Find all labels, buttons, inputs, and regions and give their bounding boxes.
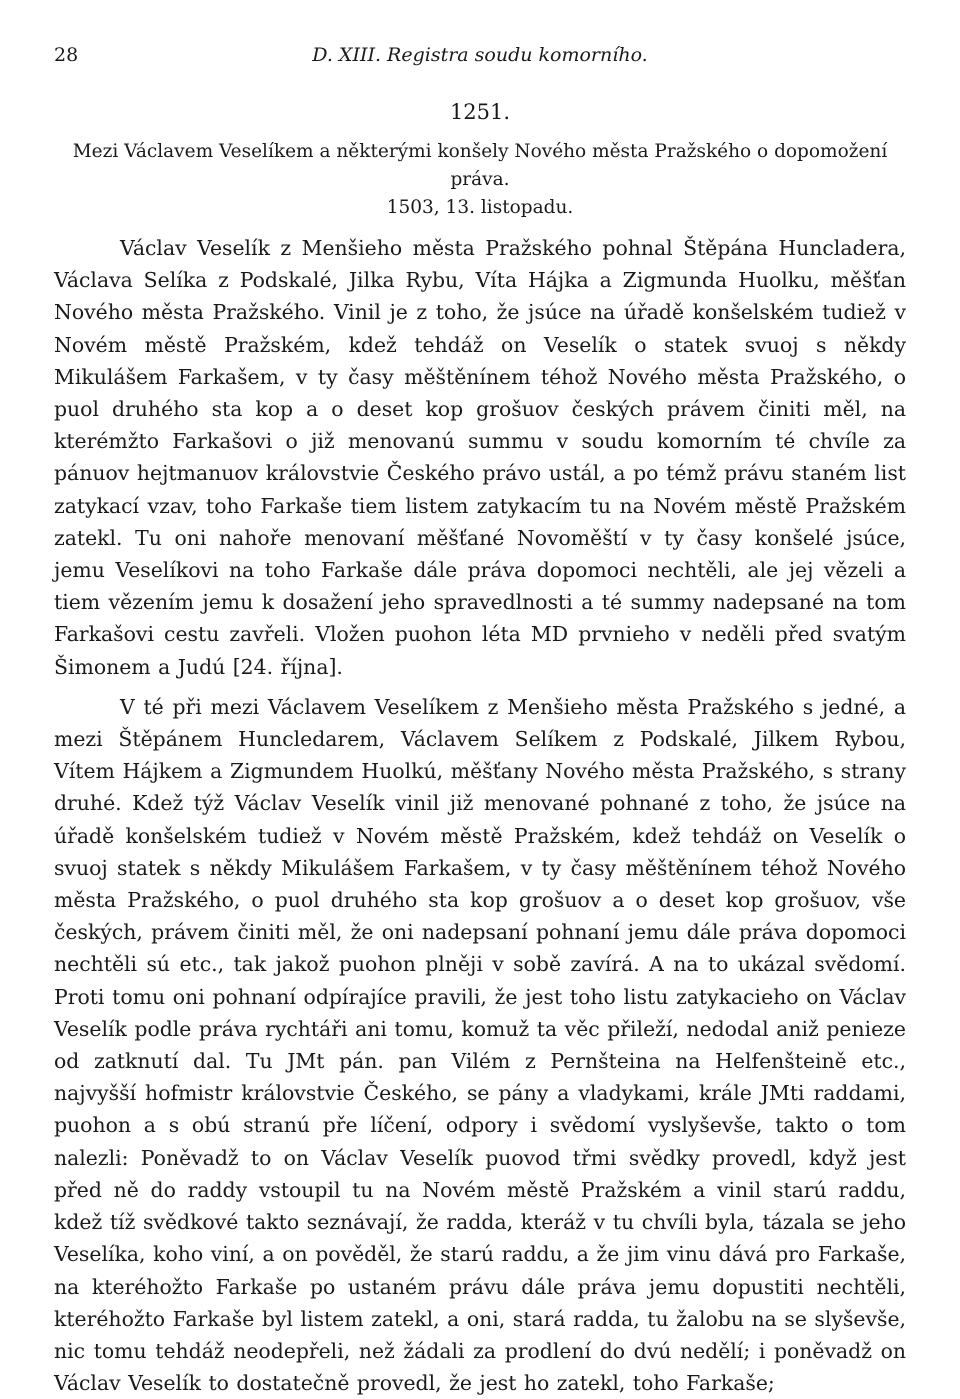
body-paragraph-2: V té při mezi Václavem Veselíkem z Menšieho města Pražského s jedné, a mezi Štěpánem Huncledarem, Václavem Selíkem z Podskalé, Jilkem Rybou, Vítem Hájkem a Zigmundem Huolkú, měšťany Nového města Pražského, s strany druhé. Kdež týž Václav Veselík vinil již menované pohnané z toho, že jsúce na úřadě konšelském tudiež v Novém městě Pražském, kdež tehdáž on Veselík o svuoj statek s někdy Mikulášem Farkašem, v ty časy měštěnínem téhož Nového města Pražského, o puol druhého sta kop grošuov a o deset kop grošuov, vše českých, právem činiti měl, že oni nadepsaní pohnaní jemu dále práva dopomoci nechtěli sú etc., tak jakož puohon plněji v sobě zavírá. A na to ukázal svědomí. Proti tomu oni pohnaní odpírajíce pravili, že jest toho listu zatykacieho on Václav Veselík podle práva rychtáři ani tomu, komuž ta věc přileží, nedodal aniž penieze od zatknutí dal. Tu JMt pán. pan Vilém z Pernšteina na Helfenšteině etc., najvyšší hofmistr královstvie Českého, se pány a vladykami, krále JMti raddami, puohon a s obú stranú pře líčení, odpory i svědomí vyslyševše, takto o tom nalezli: Poněvadž to on Václav Veselík puovod třmi svědky provedl, když jest před ně do raddy vstoupil tu na Novém městě Pražském a vinil starú raddu, kdež tíž svědkové takto seznávají, že radda, kteráž v tu chvíli byla, tázala se jeho Veselíka, koho viní, a on pověděl, že starú raddu, a že jim vinu dává pro Farkaše, na kteréhožto Farkaše po ustaném právu dále práva jemu dopustiti nechtěli, kteréhožto Farkaše byl listem zatekl, a oni, stará radda, tu žalobu na se slyševše, nic tomu tehdáž neodepřeli, než žádali za prodlení do dvú nedělí; i poněvadž on Václav Veselík to dostatečně provedl, že jest ho zatekl, toho Farkaše; [54,694,906,1396]
heading-title: Mezi Václavem Veselíkem a některými konšely Nového města Pražského o dopomožení práva. [72,141,888,190]
running-title: D. XIII. Registra soudu komorního. [312,44,648,66]
document-number: 1251. [449,100,511,124]
document-page [54,44,906,1399]
body-paragraph-1: Václav Veselík z Menšieho města Pražského pohnal Štěpána Huncladera, Václava Selíka z Podskalé, Jilka Rybu, Víta Hájka a Zigmunda Huolku, měšťan Nového města Pražského. Vinil je z toho, že jsúce na úřadě konšelském tudiež v Novém městě Pražském, kdež tehdáž on Veselík o statek svuoj s někdy Mikulášem Farkašem, v ty časy měštěnínem téhož Nového města Pražského, o puol druhého sta kop a o deset kop grošuov českých právem činiti měl, na kterémžto Farkašovi o již menovanú summu v soudu komorním té chvíle za pánuov hejtmanuov královstvie Českého právo ustál, a po témž právu staném list zatykací vzav, toho Farkaše tiem listem zatykacím tu na Novém městě Pražském zatekl. Tu oni nahoře menovaní měšťané Novoměští v ty časy konšelé jsúce, jemu Veselíkovi na toho Farkaše dále práva dopomoci nechtěli, ale jej vězeli a tiem vězením jemu k dosažení jeho spravedlnosti a té summy nadepsané na tom Farkašovi cestu zavřeli. Vložen puohon léta MD prvnieho v neděli před svatým Šimonem a Judú [24. října]. [54,236,906,679]
heading-date: 1503, 13. listopadu. [386,197,574,218]
running-head [54,44,906,74]
page-number: 28 [54,44,79,66]
document-heading [54,138,906,222]
